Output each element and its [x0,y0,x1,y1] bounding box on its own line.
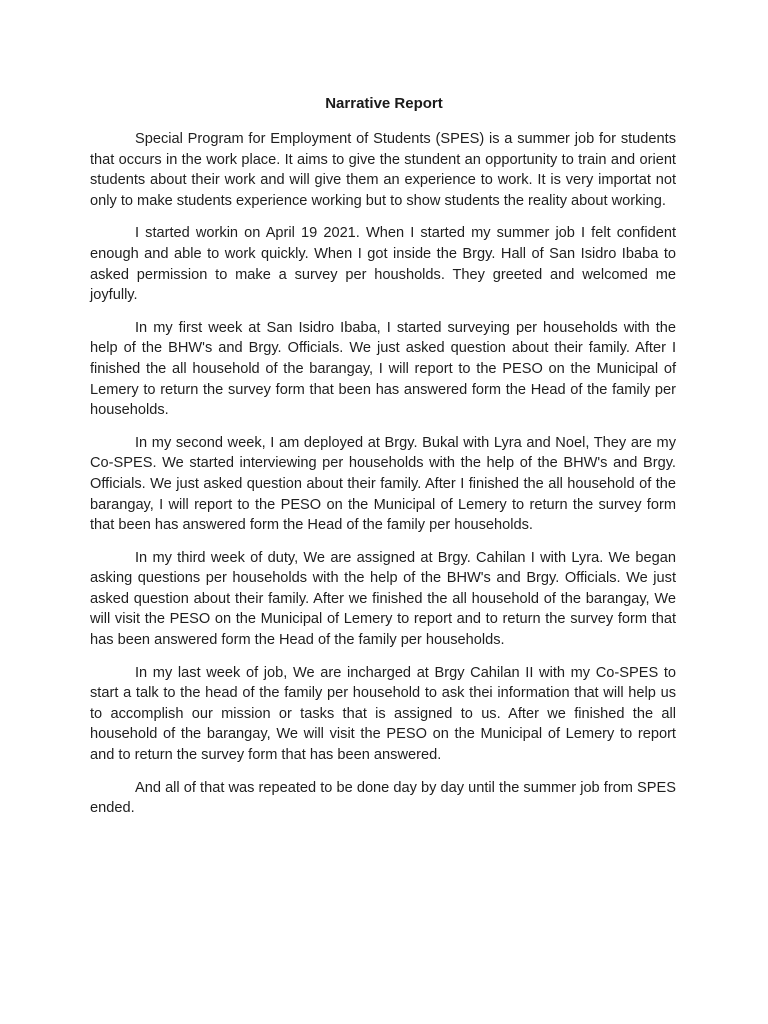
paragraph-conclusion: And all of that was repeated to be done day by day until the summer job from SPES ended. [90,779,676,817]
paragraph-spes-intro: Special Program for Employment of Students (SPES) is a summer job for students that occurs in the work place. It aims to give the stundent an opportunity to train and orient students about their work and will give them an experience to work. It is very importat not only to make students experience working but to show students the reality about working. [90,131,676,209]
paragraph-second-week: In my second week, I am deployed at Brgy. Bukal with Lyra and Noel, They are my Co-SPES. We started interviewing per households with the help of the BHW's and Brgy. Officials. We just asked question about their family. After I finished the all household of the barangay, I will report to the PESO on the Municipal of Lemery to return the survey form that been has answered form the Head of the family per households. [90,434,676,534]
paragraph-last-week: In my last week of job, We are incharged at Brgy Cahilan II with my Co-SPES to start a talk to the head of the family per household to ask thei information that will help us to accomplish our mission or tasks that is assigned to us. After we finished the all household of the barangay, We will visit the PESO on the Municipal of Lemery to report and to return the survey form that has been answered. [90,664,676,764]
document-title: Narrative Report [325,95,443,112]
paragraph-start-of-work: I started workin on April 19 2021. When I started my summer job I felt confident enough and able to work quickly. When I got inside the Brgy. Hall of San Isidro Ibaba to asked permission to make a survey per housholds. They greeted and welcomed me joyfully. [90,225,676,304]
paragraph-first-week: In my first week at San Isidro Ibaba, I started surveying per households with the help of the BHW's and Brgy. Officials. We just asked question about their family. After I finished the all household of the barangay, I will report to the PESO on the Municipal of Lemery to return the survey form that been has answered form the Head of the family per households. [90,319,676,419]
document-body [90,129,676,831]
paragraph-third-week: In my third week of duty, We are assigned at Brgy. Cahilan I with Lyra. We began asking questions per households with the help of the BHW's and Brgy. Officials. We just asked question about their family. After we finished the all household of the barangay, We will visit the PESO on the Municipal of Lemery to report and to return the survey form that has been answered form the Head of the family per households. [90,549,676,649]
